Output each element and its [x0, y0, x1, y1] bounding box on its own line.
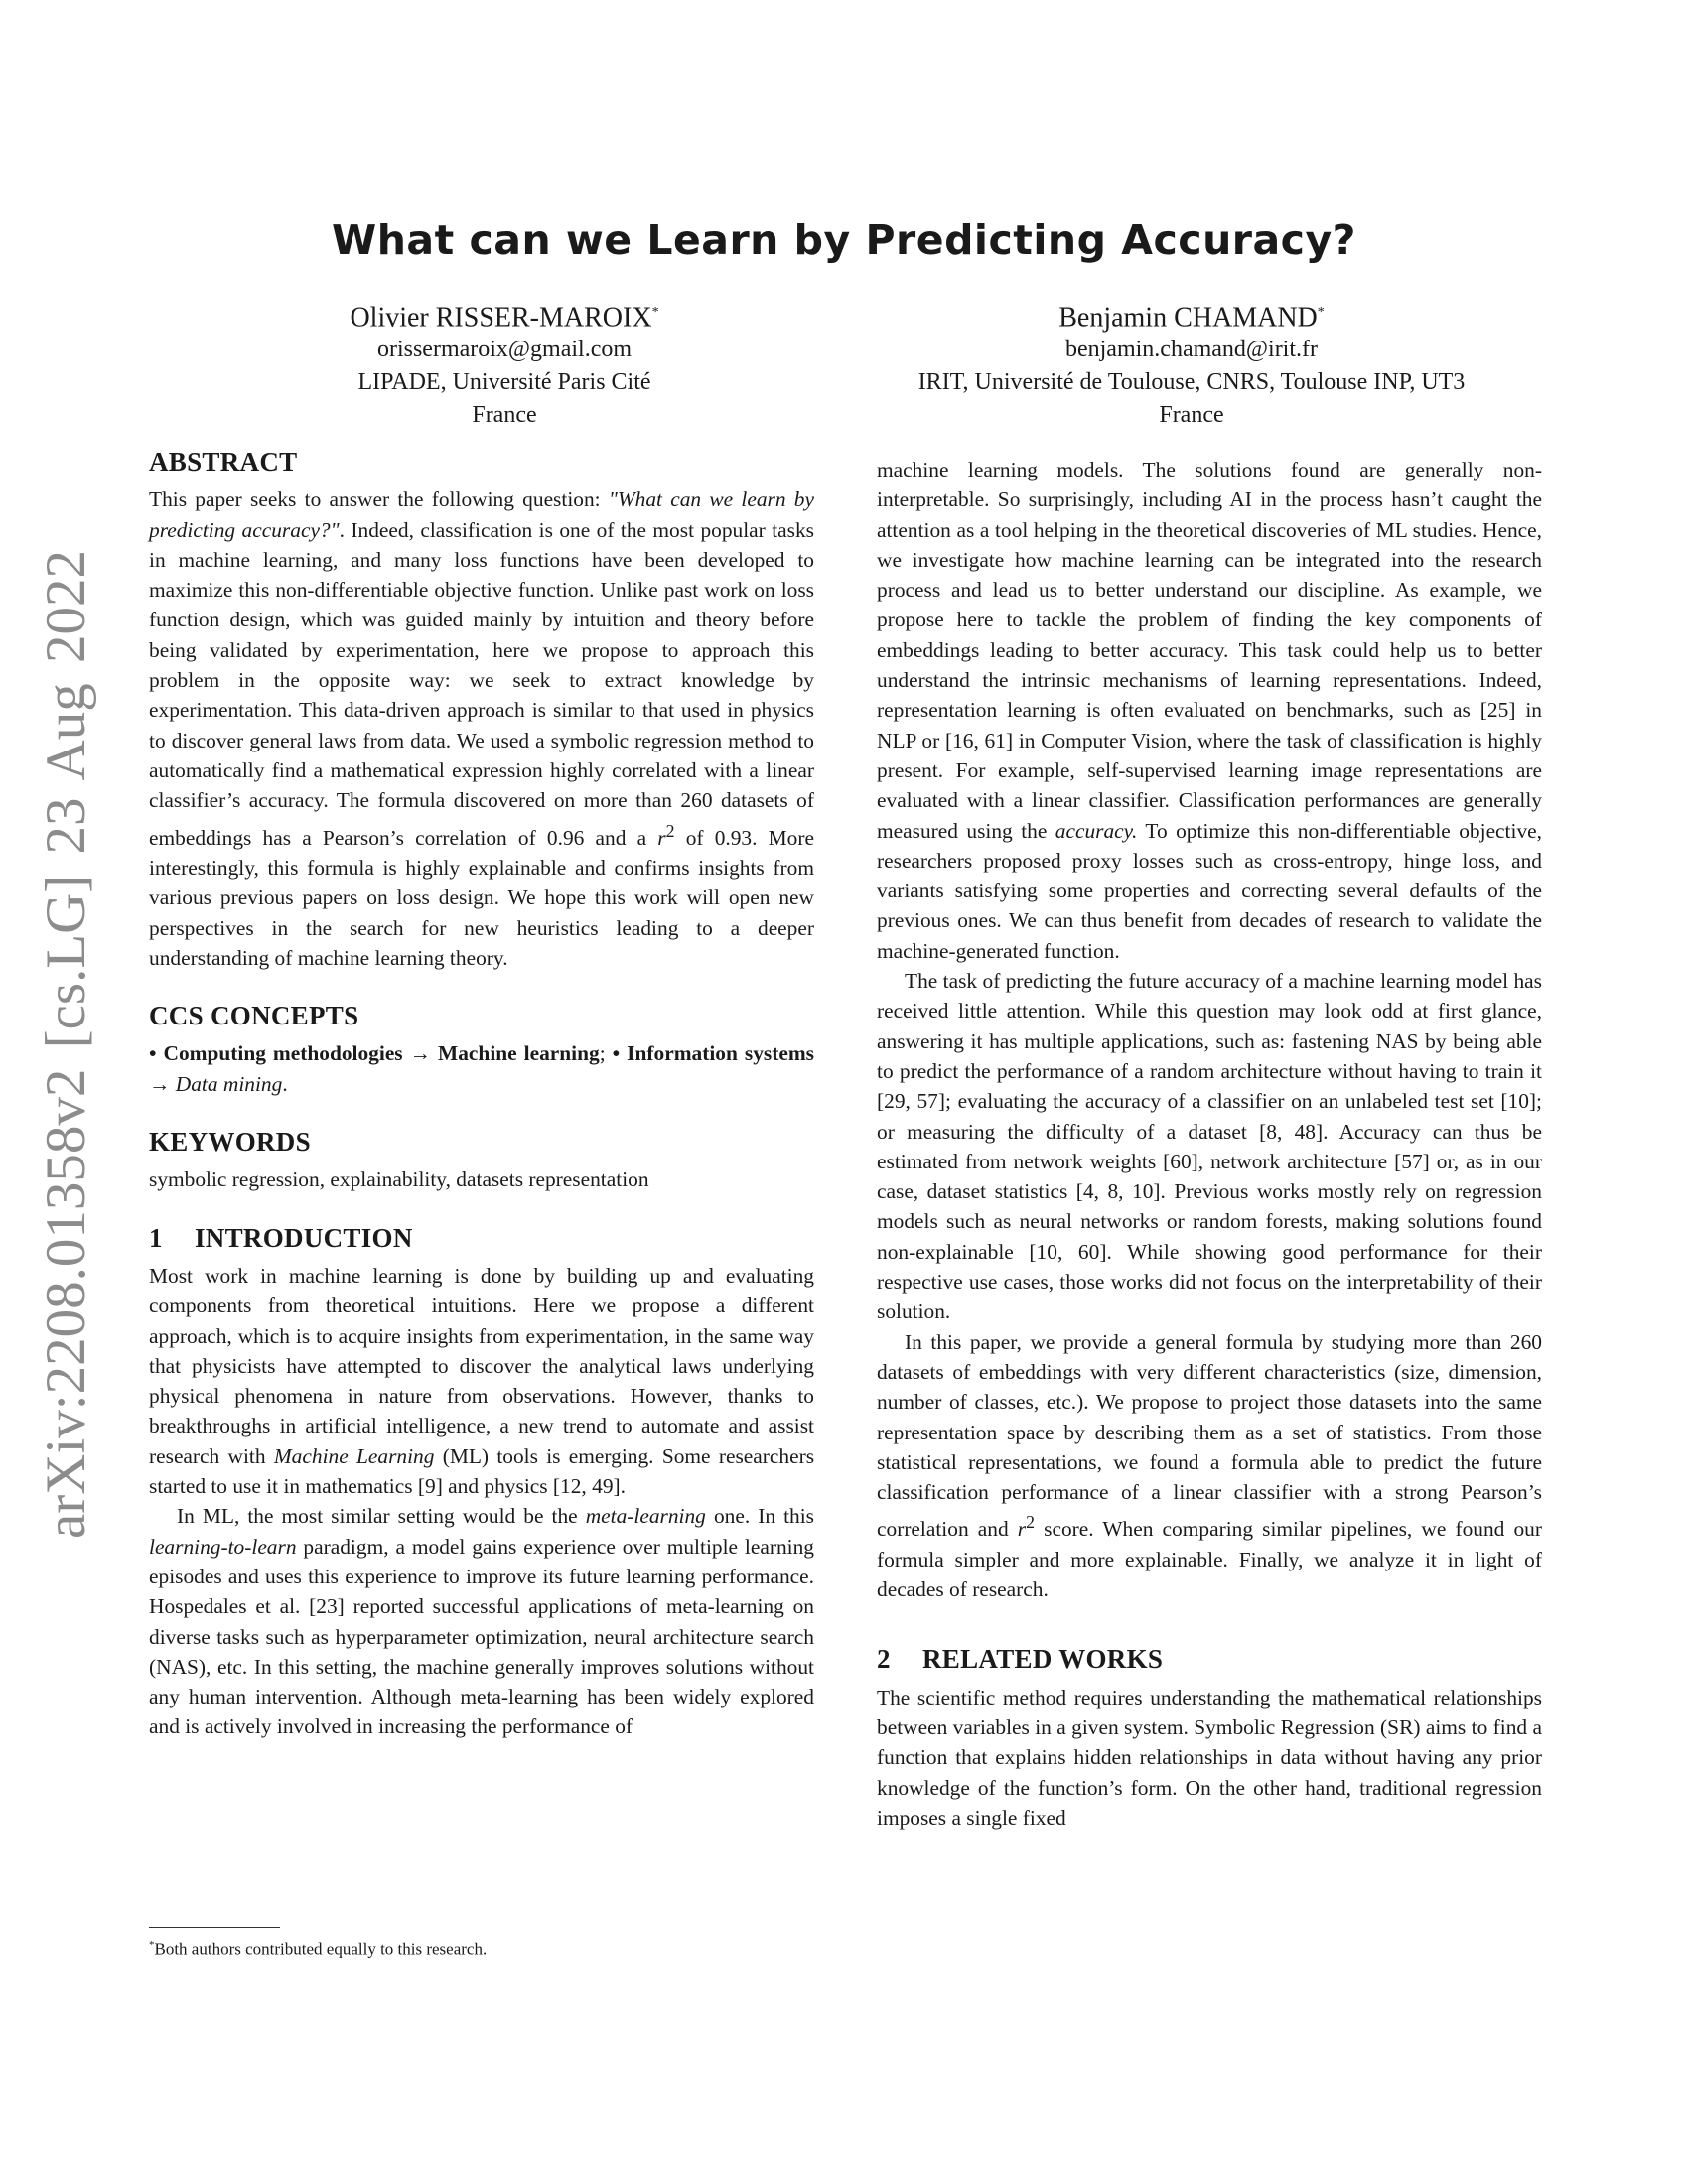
- introduction-heading: 1 INTRODUCTION: [149, 1222, 413, 1253]
- author-country: France: [1159, 402, 1224, 429]
- author-email: benjamin.chamand@irit.fr: [1064, 337, 1318, 363]
- author-country: France: [472, 402, 537, 429]
- related-paragraph-1: The scientific method requires understanding the mathematical relationships between variables in a given system. Symbolic Regression (SR) aims to find a function that explains hidden relationships in data without having any prior knowledge of the function’s form. On the other hand, traditional regression imposes a single fixed: [877, 1685, 1542, 1830]
- author-name: Benjamin CHAMAND*: [1058, 302, 1325, 334]
- author-block-2: [844, 296, 1539, 432]
- keywords-heading: KEYWORDS: [149, 1127, 311, 1158]
- footnote-rule: [149, 1927, 280, 1928]
- related-works-heading: 2 RELATED WORKS: [877, 1644, 1164, 1675]
- keywords-text: symbolic regression, explainability, datasets representation: [149, 1167, 649, 1192]
- intro-paragraph-2: In ML, the most similar setting would be the meta-learning one. In this learning-to-learn paradigm, a model gains experience over multiple learning episodes and uses this experience to improve its future learning performance. Hospedales et al. [23] reported successful applications of meta-learning on diverse tasks such as hyperparameter optimization, neural architecture search (NAS), etc. In this setting, the machine generally improves solutions without any human intervention. Although meta-learning has been widely explored and is actively involved in increasing the performance of: [149, 1504, 814, 1739]
- author-email: orissermaroix@gmail.com: [376, 337, 633, 363]
- footnote: *Both authors contributed equally to this research.: [149, 1939, 488, 1959]
- paper-title: What can we Learn by Predicting Accuracy?: [332, 216, 1356, 264]
- ccs-heading: CCS CONCEPTS: [149, 1001, 359, 1031]
- ccs-text: • Computing methodologies → Machine learning; • Information systems → Data mining.: [149, 1041, 814, 1096]
- intro-paragraph-3: machine learning models. The solutions found are generally non-interpretable. So surprisingly, including AI in the process hasn’t caught the attention as a tool helping in the theoretical discoveries of ML studies. Hence, we investigate how machine learning can be integrated into the research process and lead us to better understand our discipline. As example, we propose here to tackle the problem of finding the key components of embeddings leading to better accuracy. This task could help us to better understand the intrinsic mechanisms of learning representations. Indeed, representation learning is often evaluated on benchmarks, such as [25] in NLP or [16, 61] in Computer Vision, where the task of classification is highly present. For example, self-supervised learning image representations are evaluated with a linear classifier. Classification performances are generally measured using the accuracy. To optimize this non-differentiable objective, researchers proposed proxy losses such as cross-entropy, hinge loss, and variants satisfying some properties and correcting several defaults of the previous ones. We can thus benefit from decades of research to validate the machine-generated function.: [877, 458, 1542, 963]
- arxiv-identifier-stamp: arXiv:2208.01358v2 [cs.LG] 23 Aug 2022: [35, 549, 97, 1539]
- author-block-1: [306, 296, 703, 432]
- abstract-text: This paper seeks to answer the following question: "What can we learn by predicting accuracy?". Indeed, classification is one of the most popular tasks in machine learning, and many loss functions have been developed to maximize this non-differentiable objective function. Unlike past work on loss function design, which was guided mainly by intuition and theory before being validated by experimentation, here we propose to approach this problem in the opposite way: we seek to extract knowledge by experimentation. This data-driven approach is similar to that used in physics to discover general laws from data. We used a symbolic regression method to automatically find a mathematical expression highly correlated with a linear classifier’s accuracy. The formula discovered on more than 260 datasets of embeddings has a Pearson’s correlation of 0.96 and a $r^2$ of 0.93. More interestingly, this formula is highly explainable and confirms insights from various previous papers on loss design. We hope this work will open new perspectives in the search for new heuristics leading to a deeper understanding of machine learning theory.: [149, 487, 814, 970]
- intro-paragraph-1: Most work in machine learning is done by building up and evaluating components from theoretical intuitions. Here we propose a different approach, which is to acquire insights from experimentation, in the same way that physicists have attempted to discover the analytical laws underlying physical phenomena in nature from observations. However, thanks to breakthroughs in artificial intelligence, a new trend to automate and assist research with Machine Learning (ML) tools is emerging. Some researchers started to use it in mathematics [9] and physics [12, 49].: [149, 1263, 815, 1499]
- author-name: Olivier RISSER-MAROIX*: [350, 302, 659, 334]
- abstract-heading: ABSTRACT: [149, 447, 298, 477]
- left-column: [149, 447, 814, 1742]
- author-affiliation: LIPADE, Université Paris Cité: [357, 369, 651, 396]
- intro-paragraph-5: In this paper, we provide a general formula by studying more than 260 datasets of embeddings with very different characteristics (size, dimension, number of classes, etc.). We propose to project those datasets into the same representation space by describing them as a set of statistics. From those statistical representations, we found a formula able to predict the future classification performance of a linear classifier with a strong Pearson’s correlation and $r^2$ score. When comparing similar pipelines, we found our formula simpler and more explainable. Finally, we analyze it in light of decades of research.: [877, 1329, 1542, 1602]
- right-column: [877, 455, 1542, 1833]
- author-affiliation: IRIT, Université de Toulouse, CNRS, Toulouse INP, UT3: [917, 369, 1466, 396]
- intro-paragraph-4: The task of predicting the future accuracy of a machine learning model has received little attention. While this question may look odd at first glance, answering it has multiple applications, such as: fastening NAS by being able to predict the performance of a random architecture without having to train it [29, 57]; evaluating the accuracy of a classifier on an unlabeled test set [10]; or measuring the difficulty of a dataset [8, 48]. Accuracy can thus be estimated from network weights [60], network architecture [57] or, as in our case, dataset statistics [4, 8, 10]. Previous works mostly rely on regression models such as neural networks or random forests, making solutions found non-explainable [10, 60]. While showing good performance for their respective use cases, those works did not focus on the interpretability of their solution.: [877, 969, 1542, 1324]
